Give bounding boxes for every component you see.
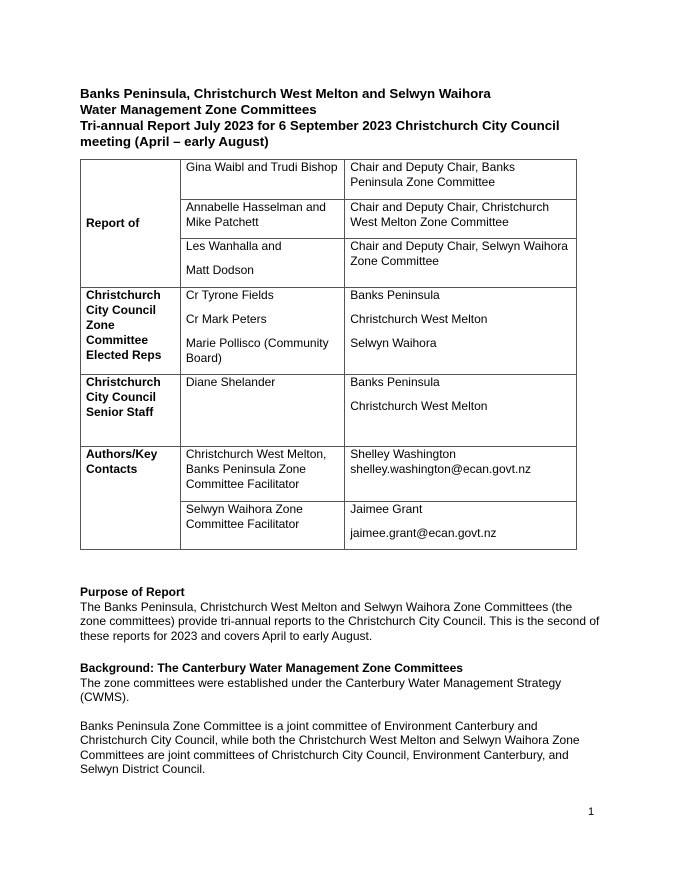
report-of-name: Les Wanhalla and [185, 239, 282, 253]
report-details-table [80, 159, 577, 550]
contact-name: Jaimee Grant [350, 502, 423, 516]
authors-label: Authors/Key Contacts [81, 447, 181, 550]
background-para-1: The zone committees were established under the Canterbury Water Management Strategy (CWMS). [80, 675, 562, 704]
zone-name: Christchurch West Melton [350, 399, 488, 413]
background-section [80, 661, 600, 777]
report-of-name: Matt Dodson [185, 263, 254, 277]
elected-reps-label: Christchurch City Council Zone Committee Elected Reps [81, 288, 181, 375]
background-heading: Background: The Canterbury Water Management Zone Committees [80, 661, 463, 675]
contact-email: shelley.washington@ecan.govt.nz [350, 462, 531, 476]
elected-rep-name: Marie Pollisco (Community Board) [185, 336, 329, 365]
table-row [81, 447, 577, 502]
report-of-names-cell [180, 239, 344, 288]
purpose-section [80, 585, 600, 643]
contact-email: jaimee.grant@ecan.govt.nz [350, 526, 497, 540]
zone-name: Christchurch West Melton [350, 312, 488, 326]
report-of-role: Chair and Deputy Chair, Christchurch West Melton Zone Committee [345, 200, 577, 239]
elected-rep-name: Cr Tyrone Fields [185, 288, 274, 302]
title-line-1: Banks Peninsula, Christchurch West Melton and Selwyn Waihora [80, 86, 491, 101]
report-of-role: Chair and Deputy Chair, Banks Peninsula Zone Committee [345, 160, 577, 200]
report-of-label: Report of [81, 160, 181, 288]
table-row [81, 160, 577, 200]
table-row [81, 375, 577, 447]
senior-staff-zones [345, 375, 577, 447]
author-role: Christchurch West Melton, Banks Peninsula Zone Committee Facilitator [180, 447, 344, 502]
page-number: 1 [588, 806, 595, 818]
title-line-3: Tri-annual Report July 2023 for 6 September 2023 Christchurch City Council meeting (April – early August) [80, 118, 560, 149]
purpose-body: The Banks Peninsula, Christchurch West Melton and Selwyn Waihora Zone Committees (the zone committees) provide tri-annual reports to the Christchurch City Council. This is the second of these reports for 2023 and covers April to early August. [80, 599, 600, 643]
report-of-name: Gina Waibl and Trudi Bishop [180, 160, 344, 200]
elected-reps-names [180, 288, 344, 375]
zone-name: Selwyn Waihora [350, 336, 437, 350]
zone-name: Banks Peninsula [350, 375, 440, 389]
author-contact [345, 502, 577, 550]
background-para-2: Banks Peninsula Zone Committee is a joint committee of Environment Canterbury and Christchurch City Council, while both the Christchurch West Melton and Selwyn Waihora Zone Committees are joint committees of Christchurch City Council, Environment Canterbury, and Selwyn District Council. [80, 718, 580, 776]
report-of-role: Chair and Deputy Chair, Selwyn Waihora Zone Committee [345, 239, 577, 288]
elected-rep-name: Cr Mark Peters [185, 312, 267, 326]
report-title [80, 86, 600, 150]
senior-staff-name: Diane Shelander [180, 375, 344, 447]
author-contact [345, 447, 577, 502]
senior-staff-label: Christchurch City Council Senior Staff [81, 375, 181, 447]
table-row [81, 288, 577, 375]
author-role: Selwyn Waihora Zone Committee Facilitator [180, 502, 344, 550]
report-of-name: Annabelle Hasselman and Mike Patchett [180, 200, 344, 239]
zone-name: Banks Peninsula [350, 288, 440, 302]
elected-reps-zones [345, 288, 577, 375]
contact-name: Shelley Washington [350, 447, 456, 461]
purpose-heading: Purpose of Report [80, 585, 185, 599]
title-line-2: Water Management Zone Committees [80, 102, 317, 117]
